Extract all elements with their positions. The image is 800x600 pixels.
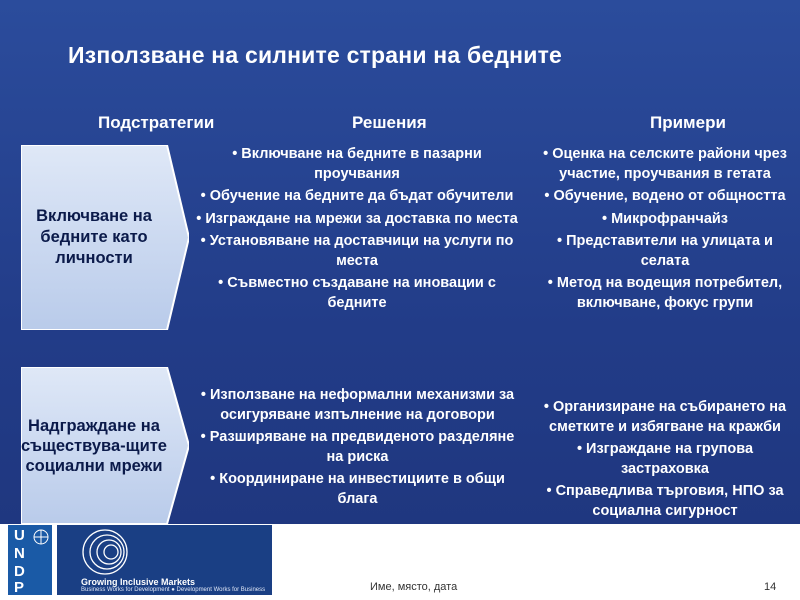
examples-list-1 [534, 145, 796, 316]
list-item: • Обучение, водено от общността [534, 187, 796, 207]
list-item: • Обучение на бедните да бъдат обучители [192, 187, 522, 207]
spiral-logo-icon [67, 525, 147, 577]
solutions-list-2 [200, 386, 515, 512]
undp-letter: D [14, 563, 25, 580]
logo-subtitle: Business Works for Development ● Development Works for Business [81, 587, 266, 593]
header-examples: Примери [650, 113, 726, 132]
examples-list-2 [540, 398, 790, 524]
list-item: • Установяване на доставчици на услуги по места [192, 232, 522, 271]
undp-logo [8, 525, 52, 595]
undp-letter: N [14, 545, 25, 562]
page-title: Използване на силните страни на бедните [68, 42, 563, 68]
list-item: • Координиране на инвестициите в общи блага [200, 470, 515, 509]
undp-letter: P [14, 579, 25, 596]
list-item: • Включване на бедните в пазарни проучвания [192, 145, 522, 184]
logo-title: Growing Inclusive Markets [81, 577, 196, 587]
undp-letter: U [14, 527, 25, 544]
list-item: • Оценка на селските райони чрез участие, проучвания в гетата [534, 145, 796, 184]
header-solutions: Решения [352, 113, 427, 132]
footer-location-date: Име, място, дата [370, 581, 458, 593]
list-item: • Изграждане на групова застраховка [540, 440, 790, 479]
growing-inclusive-markets-logo [57, 525, 272, 595]
substrategy-label: Надграждане на съществува-щите социални мрежи [21, 416, 167, 475]
page-number: 14 [764, 581, 777, 593]
list-item: • Метод на водещия потребител, включване, фокус групи [534, 274, 796, 313]
list-item: • Използване на неформални механизми за осигуряване изпълнение на договори [200, 386, 515, 425]
list-item: • Представители на улицата и селата [534, 232, 796, 271]
list-item: • Микрофранчайз [534, 210, 796, 230]
substrategy-chevron-1 [21, 145, 189, 330]
list-item: • Организиране на събирането на сметките и избягване на кражби [540, 398, 790, 437]
list-item: • Съвместно създаване на иновации с бедните [192, 274, 522, 313]
list-item: • Справедлива търговия, НПО за социална сигурност [540, 482, 790, 521]
header-substrategies: Подстратегии [98, 113, 215, 132]
solutions-list-1 [192, 145, 522, 316]
list-item: • Изграждане на мрежи за доставка по места [192, 210, 522, 230]
substrategy-label: Включване на бедните като личности [36, 207, 152, 267]
list-item: • Разширяване на предвиденото разделяне на риска [200, 428, 515, 467]
substrategy-chevron-2 [21, 367, 189, 524]
